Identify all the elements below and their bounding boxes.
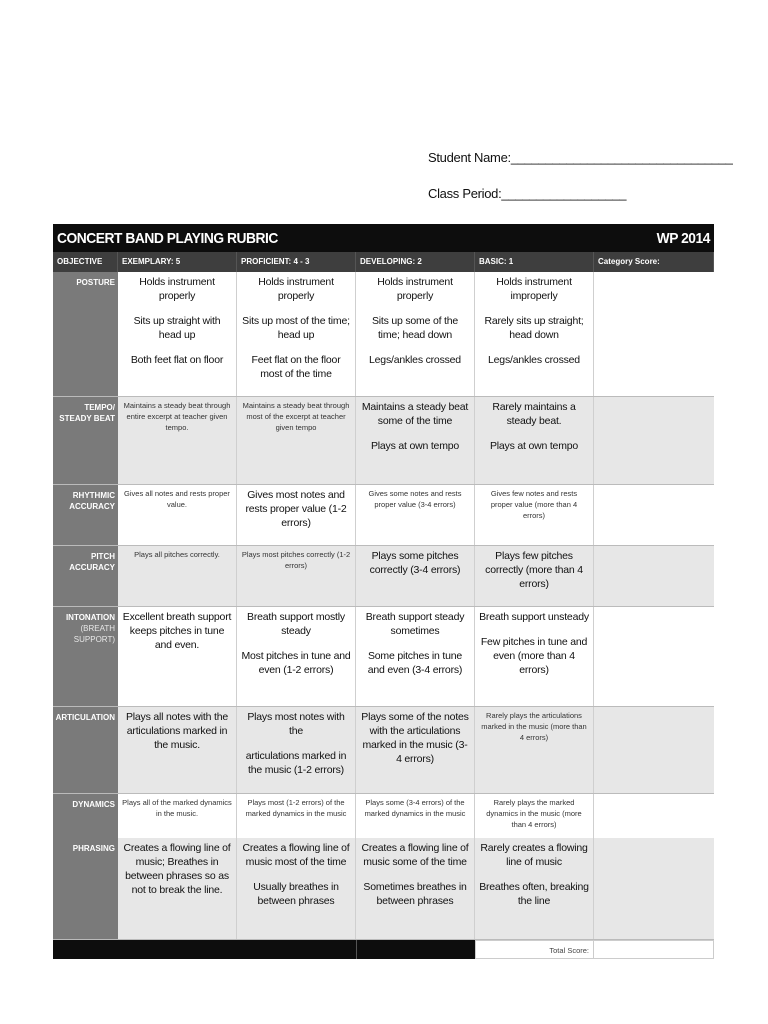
class-period-line: Class Period:__________________ (428, 186, 627, 201)
criteria-cell (356, 794, 475, 841)
objective-label (53, 838, 118, 939)
rubric-row (53, 794, 714, 838)
criteria-text: Sits up most of the time; head up (242, 315, 350, 341)
rubric-table (53, 224, 714, 959)
criteria-text: Plays most pitches correctly (1-2 errors) (241, 550, 351, 570)
criteria-cell (356, 397, 475, 484)
col-developing: DEVELOPING: 2 (356, 252, 475, 272)
objective-name: RHYTHMIC ACCURACY (69, 491, 115, 511)
criteria-cell (475, 397, 594, 484)
category-score-field[interactable] (594, 707, 714, 793)
criteria-text: Excellent breath support keeps pitches in tune and even. (122, 611, 232, 651)
criteria-text: Most pitches in tune and even (1-2 errors) (241, 650, 351, 676)
criteria-cell (475, 546, 594, 606)
column-header-row (53, 252, 714, 272)
rubric-row (53, 397, 714, 485)
criteria-text: Gives most notes and rests proper value (1-2 errors) (245, 489, 347, 529)
criteria-cell (356, 485, 475, 545)
category-score-field[interactable] (594, 397, 714, 484)
col-proficient: PROFICIENT: 4 - 3 (237, 252, 356, 272)
student-name-line: Student Name:________________________________ (428, 150, 733, 165)
criteria-text: Few pitches in tune and even (more than 4 errors) (480, 636, 588, 676)
criteria-text: articulations marked in the music (1-2 errors) (245, 750, 347, 776)
category-score-field[interactable] (594, 607, 714, 706)
criteria-text: Creates a flowing line of music; Breathes in between phrases so as not to break the line. (123, 842, 231, 896)
criteria-text: Plays some (3-4 errors) of the marked dynamics in the music (364, 798, 466, 818)
criteria-text: Plays all pitches correctly. (134, 550, 220, 559)
criteria-text: Legs/ankles crossed (369, 354, 461, 366)
criteria-cell (237, 397, 356, 484)
criteria-text: Breath support steady sometimes (365, 611, 465, 637)
criteria-text: Rarely sits up straight; head down (484, 315, 584, 341)
total-score-field[interactable] (594, 940, 714, 959)
objective-label (53, 607, 118, 706)
objective-name: PHRASING (72, 844, 115, 853)
criteria-text: Sometimes breathes in between phrases (363, 881, 467, 907)
criteria-text: Plays all notes with the articulations marked in the music. (125, 711, 228, 751)
objective-label (53, 272, 118, 396)
criteria-cell (356, 272, 475, 396)
criteria-cell (237, 272, 356, 396)
rubric-row (53, 707, 714, 794)
criteria-cell (237, 546, 356, 606)
rubric-rows (53, 272, 714, 940)
criteria-text: Sits up some of the time; head down (371, 315, 459, 341)
rubric-row (53, 607, 714, 707)
rubric-row (53, 485, 714, 546)
criteria-text: Plays few pitches correctly (more than 4 errors) (485, 550, 583, 590)
col-basic: BASIC: 1 (475, 252, 594, 272)
criteria-cell (475, 485, 594, 545)
criteria-text: Maintains a steady beat through most of the excerpt at teacher given tempo (242, 401, 350, 432)
criteria-cell (475, 707, 594, 793)
criteria-text: Plays all of the marked dynamics in the music. (122, 798, 232, 818)
criteria-text: Plays at own tempo (370, 440, 460, 452)
criteria-text: Feet flat on the floor most of the time (251, 354, 341, 380)
col-objective: OBJECTIVE (53, 252, 118, 272)
criteria-cell (356, 707, 475, 793)
criteria-text: Rarely plays the marked dynamics in the music (more than 4 errors) (486, 798, 582, 829)
criteria-text: Plays some pitches correctly (3-4 errors) (369, 550, 461, 576)
objective-label (53, 546, 118, 606)
criteria-text: Plays at own tempo (489, 440, 579, 452)
criteria-cell (118, 707, 237, 793)
criteria-cell (118, 838, 237, 939)
objective-name: TEMPO/ STEADY BEAT (59, 403, 115, 423)
col-category-score: Category Score: (594, 252, 714, 272)
objective-name: DYNAMICS (72, 800, 115, 809)
objective-name: ARTICULATION (55, 713, 115, 722)
category-score-field[interactable] (594, 272, 714, 396)
criteria-text: Holds instrument improperly (496, 276, 572, 302)
criteria-cell (356, 546, 475, 606)
criteria-cell (118, 397, 237, 484)
rubric-footer (53, 940, 714, 959)
criteria-text: Usually breathes in between phrases (253, 881, 339, 907)
rubric-title: CONCERT BAND PLAYING RUBRIC (57, 229, 278, 247)
criteria-text: Creates a flowing line of music some of the time (361, 842, 469, 868)
category-score-field[interactable] (594, 485, 714, 545)
criteria-text: Both feet flat on floor (130, 354, 224, 366)
criteria-text: Gives few notes and rests proper value (more than 4 errors) (490, 489, 578, 520)
criteria-cell (475, 794, 594, 841)
criteria-text: Some pitches in tune and even (3-4 errors) (367, 650, 463, 676)
objective-name: POSTURE (76, 278, 115, 287)
objective-label (53, 485, 118, 545)
criteria-text: Maintains a steady beat some of the time (361, 401, 469, 427)
criteria-cell (475, 838, 594, 939)
criteria-text: Breath support unsteady (479, 611, 589, 623)
objective-name: PITCH ACCURACY (69, 552, 115, 572)
footer-black-bar-2 (356, 940, 475, 959)
criteria-text: Plays some of the notes with the articulations marked in the music (3-4 errors) (361, 711, 469, 765)
criteria-text: Breathes often, breaking the line (479, 881, 589, 907)
objective-label (53, 397, 118, 484)
criteria-text: Plays most notes with the (247, 711, 345, 737)
criteria-text: Rarely plays the articulations marked in the music (more than 4 errors) (481, 711, 587, 742)
criteria-cell (475, 607, 594, 706)
criteria-cell (118, 607, 237, 706)
criteria-text: Legs/ankles crossed (488, 354, 580, 366)
criteria-text: Plays most (1-2 errors) of the marked dynamics in the music (245, 798, 347, 818)
criteria-cell (356, 607, 475, 706)
criteria-cell (356, 838, 475, 939)
criteria-text: Rarely creates a flowing line of music (480, 842, 588, 868)
footer-black-bar (53, 940, 356, 959)
rubric-title-bar (53, 224, 714, 252)
criteria-text: Holds instrument properly (139, 276, 215, 302)
criteria-text: Rarely maintains a steady beat. (492, 401, 576, 427)
category-score-field[interactable] (594, 546, 714, 606)
criteria-text: Creates a flowing line of music most of the time (242, 842, 350, 868)
criteria-cell (118, 794, 237, 841)
criteria-text: Maintains a steady beat through entire excerpt at teacher given tempo. (123, 401, 231, 432)
objective-name: INTONATION (65, 613, 115, 622)
criteria-cell (237, 838, 356, 939)
rubric-code: WP 2014 (656, 229, 710, 247)
criteria-cell (237, 485, 356, 545)
criteria-cell (237, 607, 356, 706)
category-score-field[interactable] (594, 794, 714, 841)
criteria-text: Gives all notes and rests proper value. (124, 489, 230, 509)
criteria-cell (118, 546, 237, 606)
criteria-text: Holds instrument properly (258, 276, 334, 302)
rubric-row (53, 838, 714, 940)
objective-subtitle: (BREATH SUPPORT) (73, 624, 115, 644)
category-score-field[interactable] (594, 838, 714, 939)
objective-label (53, 794, 118, 841)
criteria-text: Gives some notes and rests proper value (3-4 errors) (368, 489, 462, 509)
rubric-row (53, 546, 714, 607)
criteria-cell (118, 485, 237, 545)
rubric-row (53, 272, 714, 397)
total-score-label: Total Score: (475, 940, 594, 959)
criteria-cell (475, 272, 594, 396)
criteria-text: Sits up straight with head up (133, 315, 221, 341)
criteria-cell (237, 707, 356, 793)
objective-label (53, 707, 118, 793)
criteria-cell (118, 272, 237, 396)
criteria-text: Holds instrument properly (377, 276, 453, 302)
criteria-cell (237, 794, 356, 841)
col-exemplary: EXEMPLARY: 5 (118, 252, 237, 272)
criteria-text: Breath support mostly steady (247, 611, 345, 637)
